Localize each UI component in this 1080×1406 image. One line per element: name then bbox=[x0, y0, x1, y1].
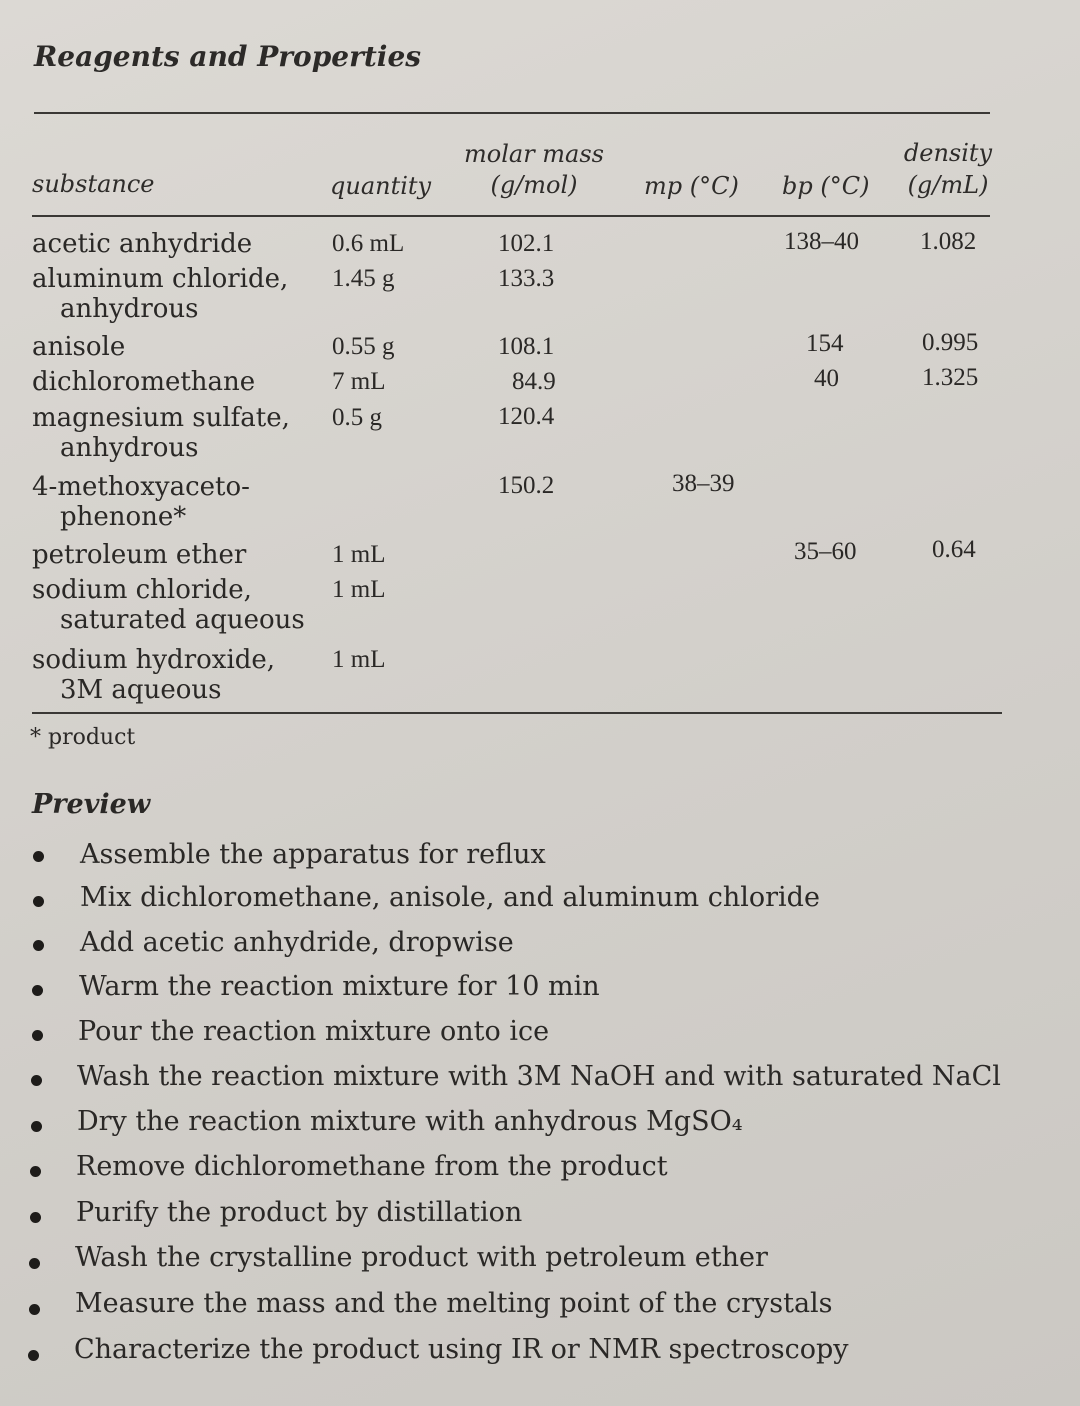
bullet-dot bbox=[29, 1258, 40, 1269]
table-row-molar-mass: 108.1 bbox=[498, 333, 555, 360]
table-row-quantity: 7 mL bbox=[332, 368, 386, 395]
bullet-dot bbox=[31, 1075, 42, 1086]
header-molar-mass-line1: molar mass bbox=[464, 140, 604, 168]
header-mp: mp (°C) bbox=[644, 172, 739, 200]
table-row-density: 0.64 bbox=[932, 536, 976, 563]
table-row-quantity: 1 mL bbox=[332, 646, 386, 673]
bullet-dot bbox=[28, 1350, 39, 1361]
bullet-dot bbox=[33, 940, 44, 951]
table-row-substance: 4-methoxyaceto- phenone* bbox=[32, 472, 250, 532]
bullet-dot bbox=[30, 1212, 41, 1223]
list-item: Warm the reaction mixture for 10 min bbox=[79, 971, 600, 1002]
list-item: Remove dichloromethane from the product bbox=[76, 1151, 668, 1182]
header-density-line2: (g/mL) bbox=[907, 171, 989, 199]
table-row-bp: 138–40 bbox=[784, 228, 859, 255]
header-density-line1: density bbox=[903, 139, 993, 167]
table-row-quantity: 1 mL bbox=[332, 576, 386, 603]
table-row-molar-mass: 84.9 bbox=[512, 368, 556, 395]
list-item: Mix dichloromethane, anisole, and aluminum chloride bbox=[80, 882, 820, 913]
table-row-molar-mass: 120.4 bbox=[498, 403, 555, 430]
table-row-substance: sodium chloride, saturated aqueous bbox=[32, 575, 305, 635]
bullet-dot bbox=[29, 1304, 40, 1315]
table-row-density: 1.325 bbox=[922, 364, 979, 391]
bullet-dot bbox=[32, 985, 43, 996]
list-item: Dry the reaction mixture with anhydrous MgSO₄ bbox=[77, 1106, 743, 1137]
table-row-substance: magnesium sulfate, anhydrous bbox=[32, 403, 290, 463]
table-row-substance: acetic anhydride bbox=[32, 229, 253, 259]
list-item: Wash the crystalline product with petroleum ether bbox=[75, 1242, 768, 1273]
section-title: Reagents and Properties bbox=[34, 40, 422, 73]
table-row-substance: anisole bbox=[32, 332, 126, 362]
table-row-substance: dichloromethane bbox=[32, 367, 256, 397]
bullet-dot bbox=[30, 1166, 41, 1177]
header-molar-mass-line2: (g/mol) bbox=[490, 171, 578, 199]
bottom-rule bbox=[32, 712, 1002, 714]
list-item: Measure the mass and the melting point of the crystals bbox=[75, 1288, 833, 1319]
table-row-mp: 38–39 bbox=[672, 470, 735, 497]
list-item: Purify the product by distillation bbox=[76, 1197, 523, 1228]
table-row-substance: aluminum chloride, anhydrous bbox=[32, 264, 289, 324]
footnote: * product bbox=[30, 725, 136, 750]
table-row-bp: 154 bbox=[806, 330, 844, 357]
table-row-density: 1.082 bbox=[920, 228, 977, 255]
table-row-quantity: 0.5 g bbox=[332, 404, 382, 431]
bullet-dot bbox=[33, 851, 44, 862]
bullet-dot bbox=[31, 1121, 42, 1132]
table-row-quantity: 1.45 g bbox=[332, 265, 395, 292]
top-rule bbox=[34, 112, 990, 114]
list-item: Assemble the apparatus for reflux bbox=[80, 839, 546, 870]
table-row-bp: 40 bbox=[814, 365, 839, 392]
list-item: Characterize the product using IR or NMR spectroscopy bbox=[74, 1334, 849, 1365]
bullet-dot bbox=[32, 1030, 43, 1041]
preview-heading: Preview bbox=[32, 789, 151, 820]
table-row-quantity: 0.55 g bbox=[332, 333, 395, 360]
table-row-molar-mass: 133.3 bbox=[498, 265, 555, 292]
bullet-dot bbox=[33, 896, 44, 907]
header-rule bbox=[32, 215, 990, 217]
table-row-bp: 35–60 bbox=[794, 538, 857, 565]
table-row-molar-mass: 102.1 bbox=[498, 230, 555, 257]
table-row-quantity: 1 mL bbox=[332, 541, 386, 568]
header-quantity: quantity bbox=[330, 172, 432, 200]
list-item: Pour the reaction mixture onto ice bbox=[78, 1016, 550, 1047]
header-bp: bp (°C) bbox=[782, 172, 870, 200]
list-item: Wash the reaction mixture with 3M NaOH and with saturated NaCl bbox=[77, 1061, 1001, 1092]
table-row-quantity: 0.6 mL bbox=[332, 230, 405, 257]
table-row-molar-mass: 150.2 bbox=[498, 472, 555, 499]
header-substance: substance bbox=[32, 170, 155, 198]
table-row-substance: sodium hydroxide, 3M aqueous bbox=[32, 645, 276, 705]
table-row-density: 0.995 bbox=[922, 329, 979, 356]
list-item: Add acetic anhydride, dropwise bbox=[80, 927, 514, 958]
table-row-substance: petroleum ether bbox=[32, 540, 247, 570]
